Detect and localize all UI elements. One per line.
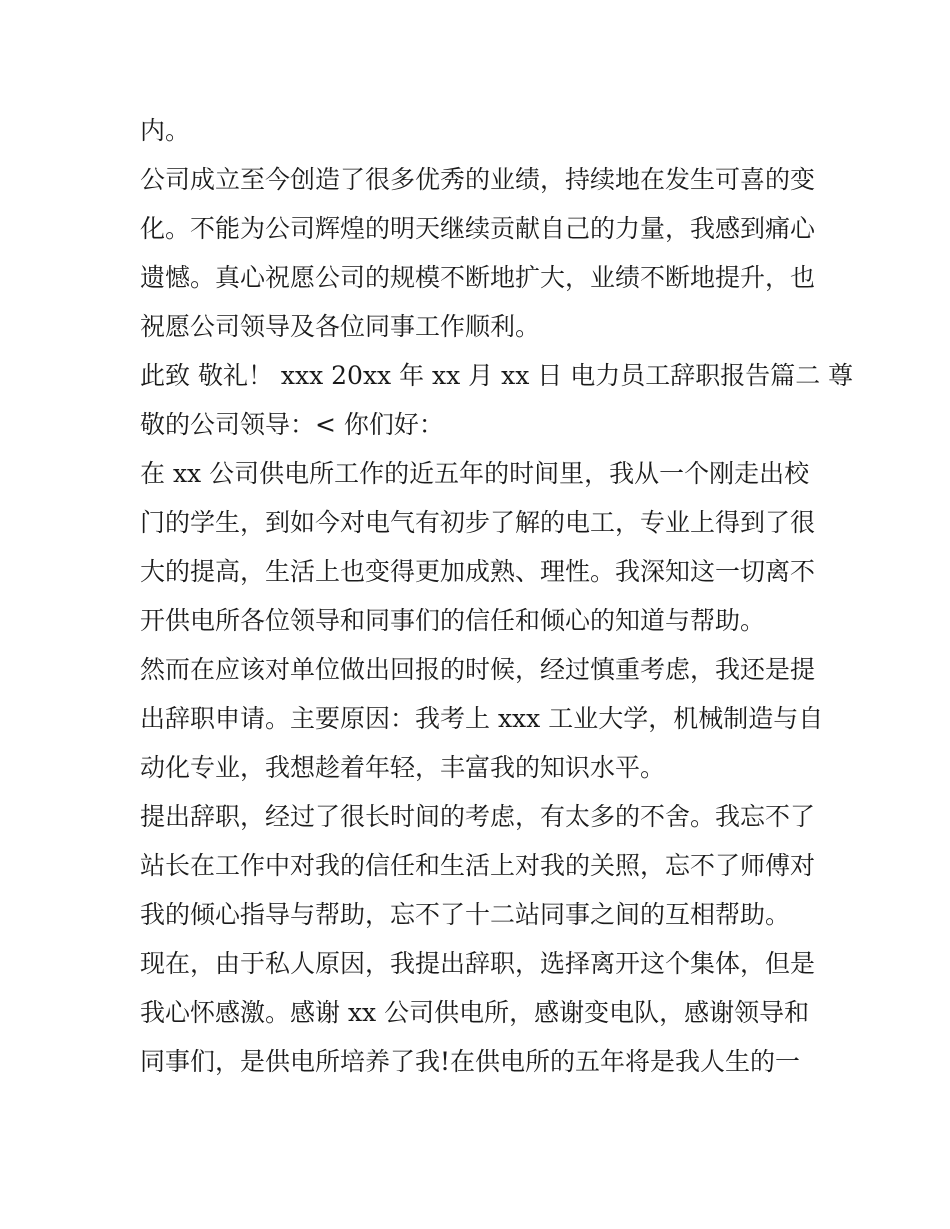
text-line: 门的学生，到如今对电气有初步了解的电工，专业上得到了很: [140, 508, 816, 537]
text-line: 在 xx 公司供电所工作的近五年的时间里，我从一个刚走出校: [140, 459, 810, 488]
text-line: 敬的公司领导：< 你们好：: [140, 410, 444, 439]
text-line: 大的提高，生活上也变得更加成熟、理性。我深知这一切离不: [140, 557, 816, 586]
text-line: 出辞职申请。主要原因：我考上 xxx 工业大学，机械制造与自: [140, 704, 824, 733]
text-line: 提出辞职，经过了很长时间的考虑，有太多的不舍。我忘不了: [140, 802, 816, 831]
text-line: 现在，由于私人原因，我提出辞职，选择离开这个集体，但是: [140, 949, 816, 978]
paragraph: [140, 351, 854, 449]
paragraph: [140, 939, 820, 1086]
text-line: 祝愿公司领导及各位同事工作顺利。: [140, 312, 541, 341]
text-line: 化。不能为公司辉煌的明天继续贡献自己的力量，我感到痛心: [140, 214, 816, 243]
text-line: 公司成立至今创造了很多优秀的业绩，持续地在发生可喜的变: [140, 165, 816, 194]
text-line: 然而在应该对单位做出回报的时候，经过慎重考虑，我还是提: [140, 655, 816, 684]
paragraph: [140, 449, 820, 645]
text-line: 遗憾。真心祝愿公司的规模不断地扩大，业绩不断地提升，也: [140, 263, 816, 292]
paragraph: [140, 792, 820, 939]
paragraph: [140, 106, 820, 155]
text-line: 我心怀感激。感谢 xx 公司供电所，感谢变电队，感谢领导和: [140, 998, 810, 1027]
paragraph: [140, 155, 820, 351]
document-body: [140, 106, 854, 1086]
text-line: 同事们，是供电所培养了我!在供电所的五年将是我人生的一: [140, 1047, 801, 1076]
text-line: 我的倾心指导与帮助，忘不了十二站同事之间的互相帮助。: [140, 900, 791, 929]
text-line: 内。: [140, 116, 191, 145]
text-line: 开供电所各位领导和同事们的信任和倾心的知道与帮助。: [140, 606, 766, 635]
text-line: 动化专业，我想趁着年轻，丰富我的知识水平。: [140, 753, 666, 782]
text-line: 此致 敬礼！ xxx 20xx 年 xx 月 xx 日 电力员工辞职报告篇二 尊: [140, 361, 854, 390]
paragraph: [140, 645, 824, 792]
text-line: 站长在工作中对我的信任和生活上对我的关照，忘不了师傅对: [140, 851, 816, 880]
